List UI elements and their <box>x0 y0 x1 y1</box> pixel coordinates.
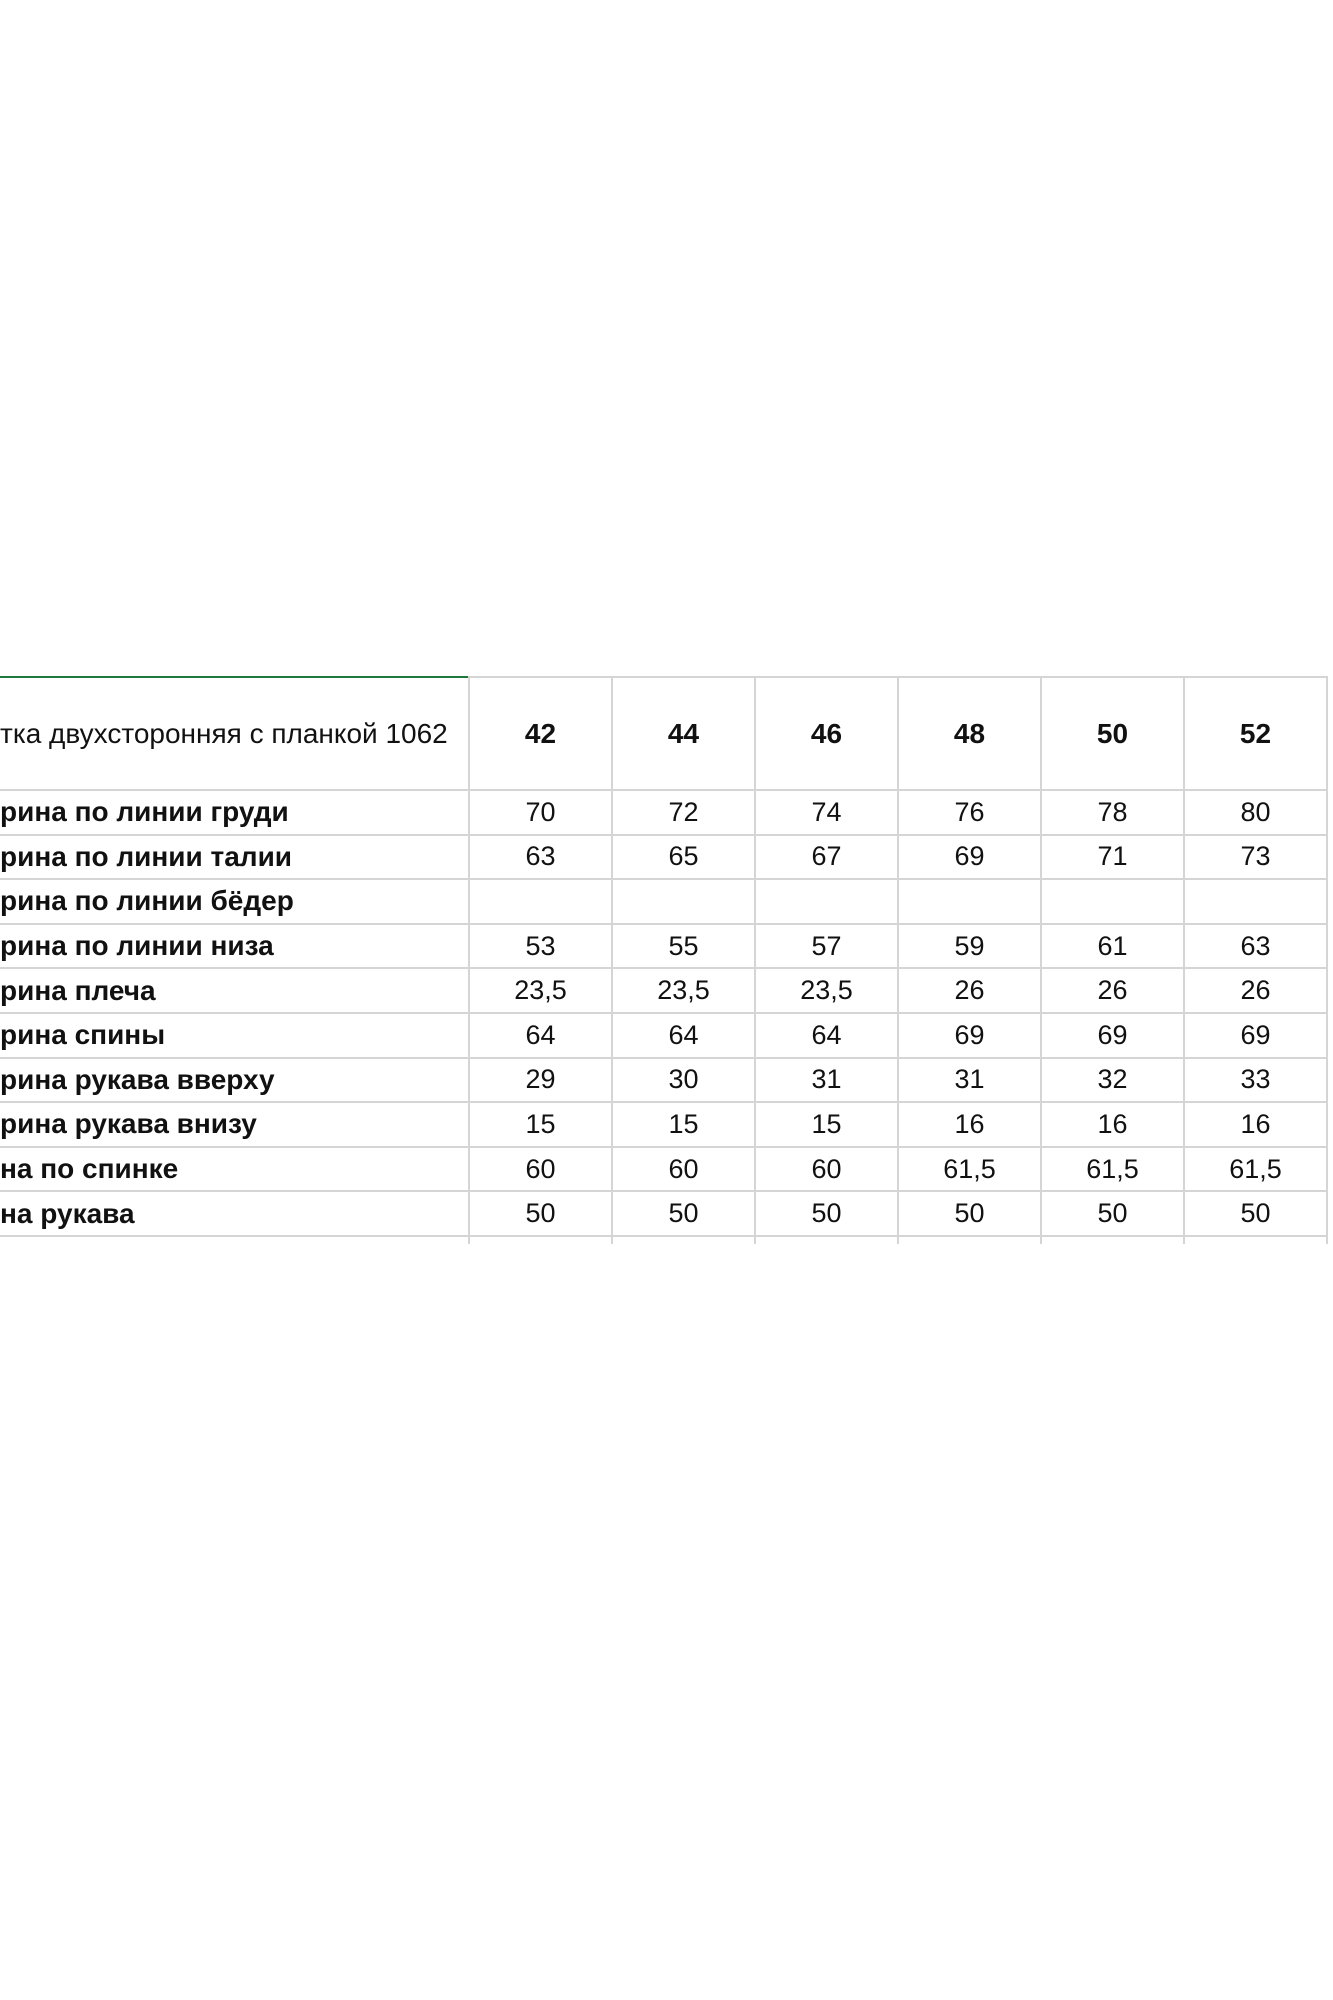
grid-line <box>1040 676 1042 1244</box>
table-cell: 59 <box>954 930 985 961</box>
table-cell: 60 <box>525 1153 556 1184</box>
row-label: рина рукава вверху <box>0 1063 275 1095</box>
table-cell <box>469 879 612 924</box>
table-cell: 32 <box>1097 1064 1128 1095</box>
table-cell: 76 <box>954 796 985 827</box>
grid-line <box>0 1101 1327 1103</box>
grid-line <box>897 676 899 1244</box>
table-cell: 50 <box>1097 1198 1128 1229</box>
table-cell: 23,5 <box>800 975 853 1006</box>
table-cell: 15 <box>668 1108 699 1139</box>
row-label: рина по линии низа <box>0 930 274 962</box>
table-cell: 71 <box>1097 841 1128 872</box>
grid-line <box>0 834 1327 836</box>
row-label: рина спины <box>0 1019 166 1051</box>
grid-line <box>0 789 1327 791</box>
table-cell: 67 <box>811 841 842 872</box>
table-cell: 15 <box>811 1108 842 1139</box>
table-cell <box>1184 879 1327 924</box>
row-label: рина по линии груди <box>0 796 289 828</box>
table-cell: 60 <box>811 1153 842 1184</box>
grid-line <box>0 1057 1327 1059</box>
grid-line <box>754 676 756 1244</box>
row-label: рина по линии бёдер <box>0 885 294 917</box>
grid-line <box>0 1235 1327 1237</box>
table-cell: 64 <box>668 1019 699 1050</box>
size-header-48: 48 <box>953 718 986 749</box>
table-cell: 63 <box>1240 930 1271 961</box>
table-cell: 16 <box>1240 1108 1271 1139</box>
grid-line <box>1326 676 1328 1244</box>
grid-line <box>0 967 1327 969</box>
grid-line <box>0 1190 1327 1192</box>
table-cell: 61 <box>1097 930 1128 961</box>
size-header-42: 42 <box>524 718 557 749</box>
size-header-44: 44 <box>667 718 700 749</box>
table-cell: 61,5 <box>943 1153 996 1184</box>
table-cell: 23,5 <box>514 975 567 1006</box>
row-label: на по спинке <box>0 1153 179 1185</box>
table-cell: 69 <box>1240 1019 1271 1050</box>
table-cell: 60 <box>668 1153 699 1184</box>
table-cell: 74 <box>811 796 842 827</box>
table-cell: 50 <box>668 1198 699 1229</box>
table-cell: 78 <box>1097 796 1128 827</box>
table-cell: 80 <box>1240 796 1271 827</box>
table-cell: 50 <box>811 1198 842 1229</box>
table-cell: 16 <box>1097 1108 1128 1139</box>
table-cell: 50 <box>1240 1198 1271 1229</box>
grid-line <box>0 1146 1327 1148</box>
table-cell: 50 <box>954 1198 985 1229</box>
table-cell <box>612 879 755 924</box>
table-cell <box>755 879 898 924</box>
grid-line <box>468 676 470 1244</box>
grid-line <box>0 923 1327 925</box>
size-table <box>0 676 1333 1252</box>
table-cell: 31 <box>954 1064 985 1095</box>
grid-line <box>1183 676 1185 1244</box>
grid-line <box>611 676 613 1244</box>
size-header-52: 52 <box>1239 718 1272 749</box>
table-cell: 15 <box>525 1108 556 1139</box>
table-cell: 26 <box>1097 975 1128 1006</box>
table-cell <box>898 879 1041 924</box>
table-cell: 33 <box>1240 1064 1271 1095</box>
table-cell: 29 <box>525 1064 556 1095</box>
table-cell: 26 <box>1240 975 1271 1006</box>
size-header-46: 46 <box>810 718 843 749</box>
table-cell: 61,5 <box>1086 1153 1139 1184</box>
table-title: тка двухсторонняя с планкой 1062 <box>0 718 448 749</box>
table-cell: 23,5 <box>657 975 710 1006</box>
table-cell: 65 <box>668 841 699 872</box>
table-cell: 26 <box>954 975 985 1006</box>
row-label: рина по линии талии <box>0 840 292 872</box>
table-cell: 72 <box>668 796 699 827</box>
table-cell: 31 <box>811 1064 842 1095</box>
row-label: на рукава <box>0 1197 135 1229</box>
grid-line <box>0 1012 1327 1014</box>
grid-line <box>0 878 1327 880</box>
table-cell: 73 <box>1240 841 1271 872</box>
table-cell: 50 <box>525 1198 556 1229</box>
table-cell: 30 <box>668 1064 699 1095</box>
table-cell: 16 <box>954 1108 985 1139</box>
size-header-50: 50 <box>1096 718 1129 749</box>
row-label: рина плеча <box>0 974 156 1006</box>
table-cell: 53 <box>525 930 556 961</box>
table-cell: 55 <box>668 930 699 961</box>
row-label: рина рукава внизу <box>0 1108 257 1140</box>
table-cell: 63 <box>525 841 556 872</box>
table-cell: 69 <box>954 841 985 872</box>
table-cell: 70 <box>525 796 556 827</box>
table-cell: 64 <box>525 1019 556 1050</box>
table-cell: 61,5 <box>1229 1153 1282 1184</box>
table-cell: 69 <box>954 1019 985 1050</box>
table-cell <box>1041 879 1184 924</box>
table-cell: 57 <box>811 930 842 961</box>
table-cell: 64 <box>811 1019 842 1050</box>
table-cell: 69 <box>1097 1019 1128 1050</box>
